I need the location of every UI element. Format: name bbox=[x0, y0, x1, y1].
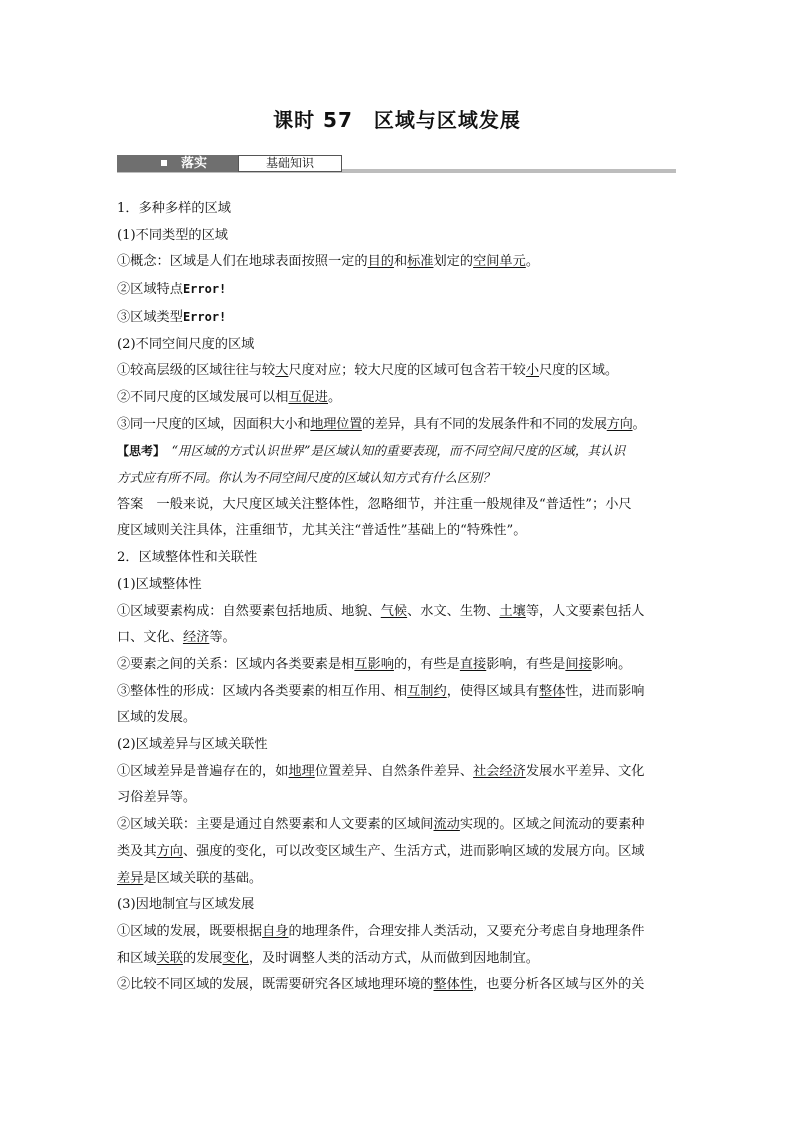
subheading: (2)不同空间尺度的区域 bbox=[117, 336, 255, 352]
paragraph: ①区域差异是普遍存在的，如地理位置差异、自然条件差异、社会经济发展水平差异、文化 习俗差异等。 bbox=[117, 763, 645, 806]
heading: 1．多种多样的区域 bbox=[117, 201, 231, 216]
paragraph: ②区域关联：主要是通过自然要素和人文要素的区域间流动实现的。区域之间流动的要素种 类及其方向、强度的变化，可以改变区域生产、生活方式，进而影响区域的发展方向。区域 差异是区域关联的基础。 bbox=[117, 817, 645, 886]
paragraph: ①概念：区域是人们在地球表面按照一定的目的和标准划定的空间单元。 bbox=[117, 254, 539, 270]
paragraph: ②要素之间的关系：区域内各类要素是相互影响的，有些是直接影响，有些是间接影响。 bbox=[117, 656, 632, 672]
section-header bbox=[117, 155, 676, 173]
square-icon bbox=[161, 160, 167, 166]
paragraph: ③区域类型Error! bbox=[117, 309, 227, 325]
subheading: (1)不同类型的区域 bbox=[117, 227, 228, 243]
think-prompt: 【思考】 “用区域的方式认识世界”是区域认知的重要表现，而不同空间尺度的区域，其认识 方式应有所不同。你认为不同空间尺度的区域认知方式有什么区别？ bbox=[117, 443, 626, 486]
subheading: (1)区域整体性 bbox=[117, 576, 202, 592]
paragraph: ①区域的发展，既要根据自身的地理条件，合理安排人类活动，又要充分考虑自身地理条件 和区域关联的发展变化，及时调整人类的活动方式，从而做到因地制宜。 bbox=[117, 923, 645, 966]
paragraph: ①较高层级的区域往往与较大尺度对应；较大尺度的区域可包含若干较小尺度的区域。 bbox=[117, 363, 619, 379]
paragraph: ③整体性的形成：区域内各类要素的相互作用、相互制约，使得区域具有整体性，进而影响 区域的发展。 bbox=[117, 683, 645, 726]
subheading: (3)因地制宜与区域发展 bbox=[117, 897, 255, 913]
answer: 答案 一般来说，大尺度区域关注整体性，忽略细节，并注重一般规律及“普适性”；小尺 度区域则关注具体，注重细节，尤其关注“普适性”基础上的“特殊性”。 bbox=[117, 496, 632, 539]
heading: 2．区域整体性和关联性 bbox=[117, 550, 258, 566]
content bbox=[117, 196, 679, 999]
paragraph: ②不同尺度的区域发展可以相互促进。 bbox=[117, 389, 342, 405]
paragraph: ③同一尺度的区域，因面积大小和地理位置的差异，具有不同的发展条件和不同的发展方向。 bbox=[117, 416, 646, 432]
subheading: (2)区域差异与区域关联性 bbox=[117, 737, 268, 753]
paragraph: ②比较不同区域的发展，既需要研究各区域地理环境的整体性，也要分析各区域与区外的关 bbox=[117, 977, 645, 993]
section-tag: 落实 bbox=[117, 155, 238, 172]
paragraph: ①区域要素构成：自然要素包括地质、地貌、气候、水文、生物、土壤等，人文要素包括人 口、文化、经济等。 bbox=[117, 603, 645, 646]
paragraph: ②区域特点Error! bbox=[117, 282, 227, 298]
section-label: 基础知识 bbox=[238, 155, 342, 172]
page-title: 课时 57 区域与区域发展 bbox=[273, 108, 521, 132]
